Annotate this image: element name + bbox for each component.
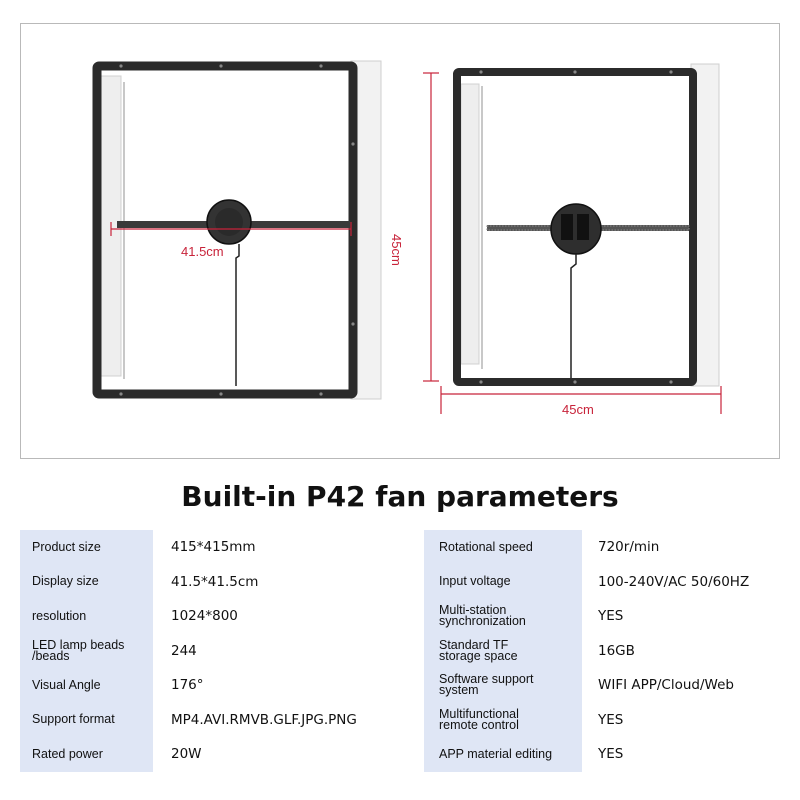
param-label: Rated power [20, 737, 153, 772]
param-value: 720r/min [598, 539, 660, 556]
param-label: Display size [20, 565, 153, 600]
param-label: LED lamp beads /beads [20, 634, 153, 669]
params-table-left [20, 530, 400, 772]
param-row [20, 703, 400, 738]
param-label: Multifunctional remote control [424, 703, 582, 738]
param-label: Multi-station synchronization [424, 599, 582, 634]
right-frame-back-view [423, 64, 721, 414]
left-power-cable [236, 244, 239, 386]
param-value: 41.5*41.5cm [171, 573, 259, 590]
param-value: 415*415mm [171, 539, 256, 556]
param-row [424, 634, 800, 669]
param-value: 1024*800 [171, 608, 238, 625]
param-value: MP4.AVI.RMVB.GLF.JPG.PNG [171, 711, 357, 728]
param-row [424, 737, 800, 772]
param-value: WIFI APP/Cloud/Web [598, 677, 734, 694]
product-photo-panel [20, 23, 780, 459]
param-label: Rotational speed [424, 530, 582, 565]
param-value: YES [598, 746, 624, 763]
param-value: 244 [171, 642, 197, 659]
param-row [20, 634, 400, 669]
param-row [424, 668, 800, 703]
param-value: YES [598, 711, 624, 728]
right-power-cable [571, 254, 576, 378]
param-label: Visual Angle [20, 668, 153, 703]
param-label: Input voltage [424, 565, 582, 600]
width-label-right: 45cm [562, 402, 594, 417]
param-row [424, 599, 800, 634]
param-label: APP material editing [424, 737, 582, 772]
width-label-left: 41.5cm [181, 244, 224, 259]
param-label: Standard TF storage space [424, 634, 582, 669]
parameters-title: Built-in P42 fan parameters [181, 480, 619, 513]
param-label: Software support system [424, 668, 582, 703]
param-row [424, 703, 800, 738]
param-label: Product size [20, 530, 153, 565]
param-row [20, 530, 400, 565]
param-row [20, 668, 400, 703]
param-row [20, 599, 400, 634]
params-table-right [424, 530, 800, 772]
param-row [20, 565, 400, 600]
param-value: 20W [171, 746, 202, 763]
param-row [20, 737, 400, 772]
param-value: 100-240V/AC 50/60HZ [598, 573, 750, 590]
param-value: YES [598, 608, 624, 625]
param-label: Support format [20, 703, 153, 738]
height-label: 45cm [389, 234, 404, 266]
left-frame-front-view [97, 61, 381, 399]
param-value: 176° [171, 677, 204, 694]
param-row [424, 530, 800, 565]
right-fan-hub [551, 204, 601, 254]
param-value: 16GB [598, 642, 635, 659]
param-label: resolution [20, 599, 153, 634]
param-row [424, 565, 800, 600]
